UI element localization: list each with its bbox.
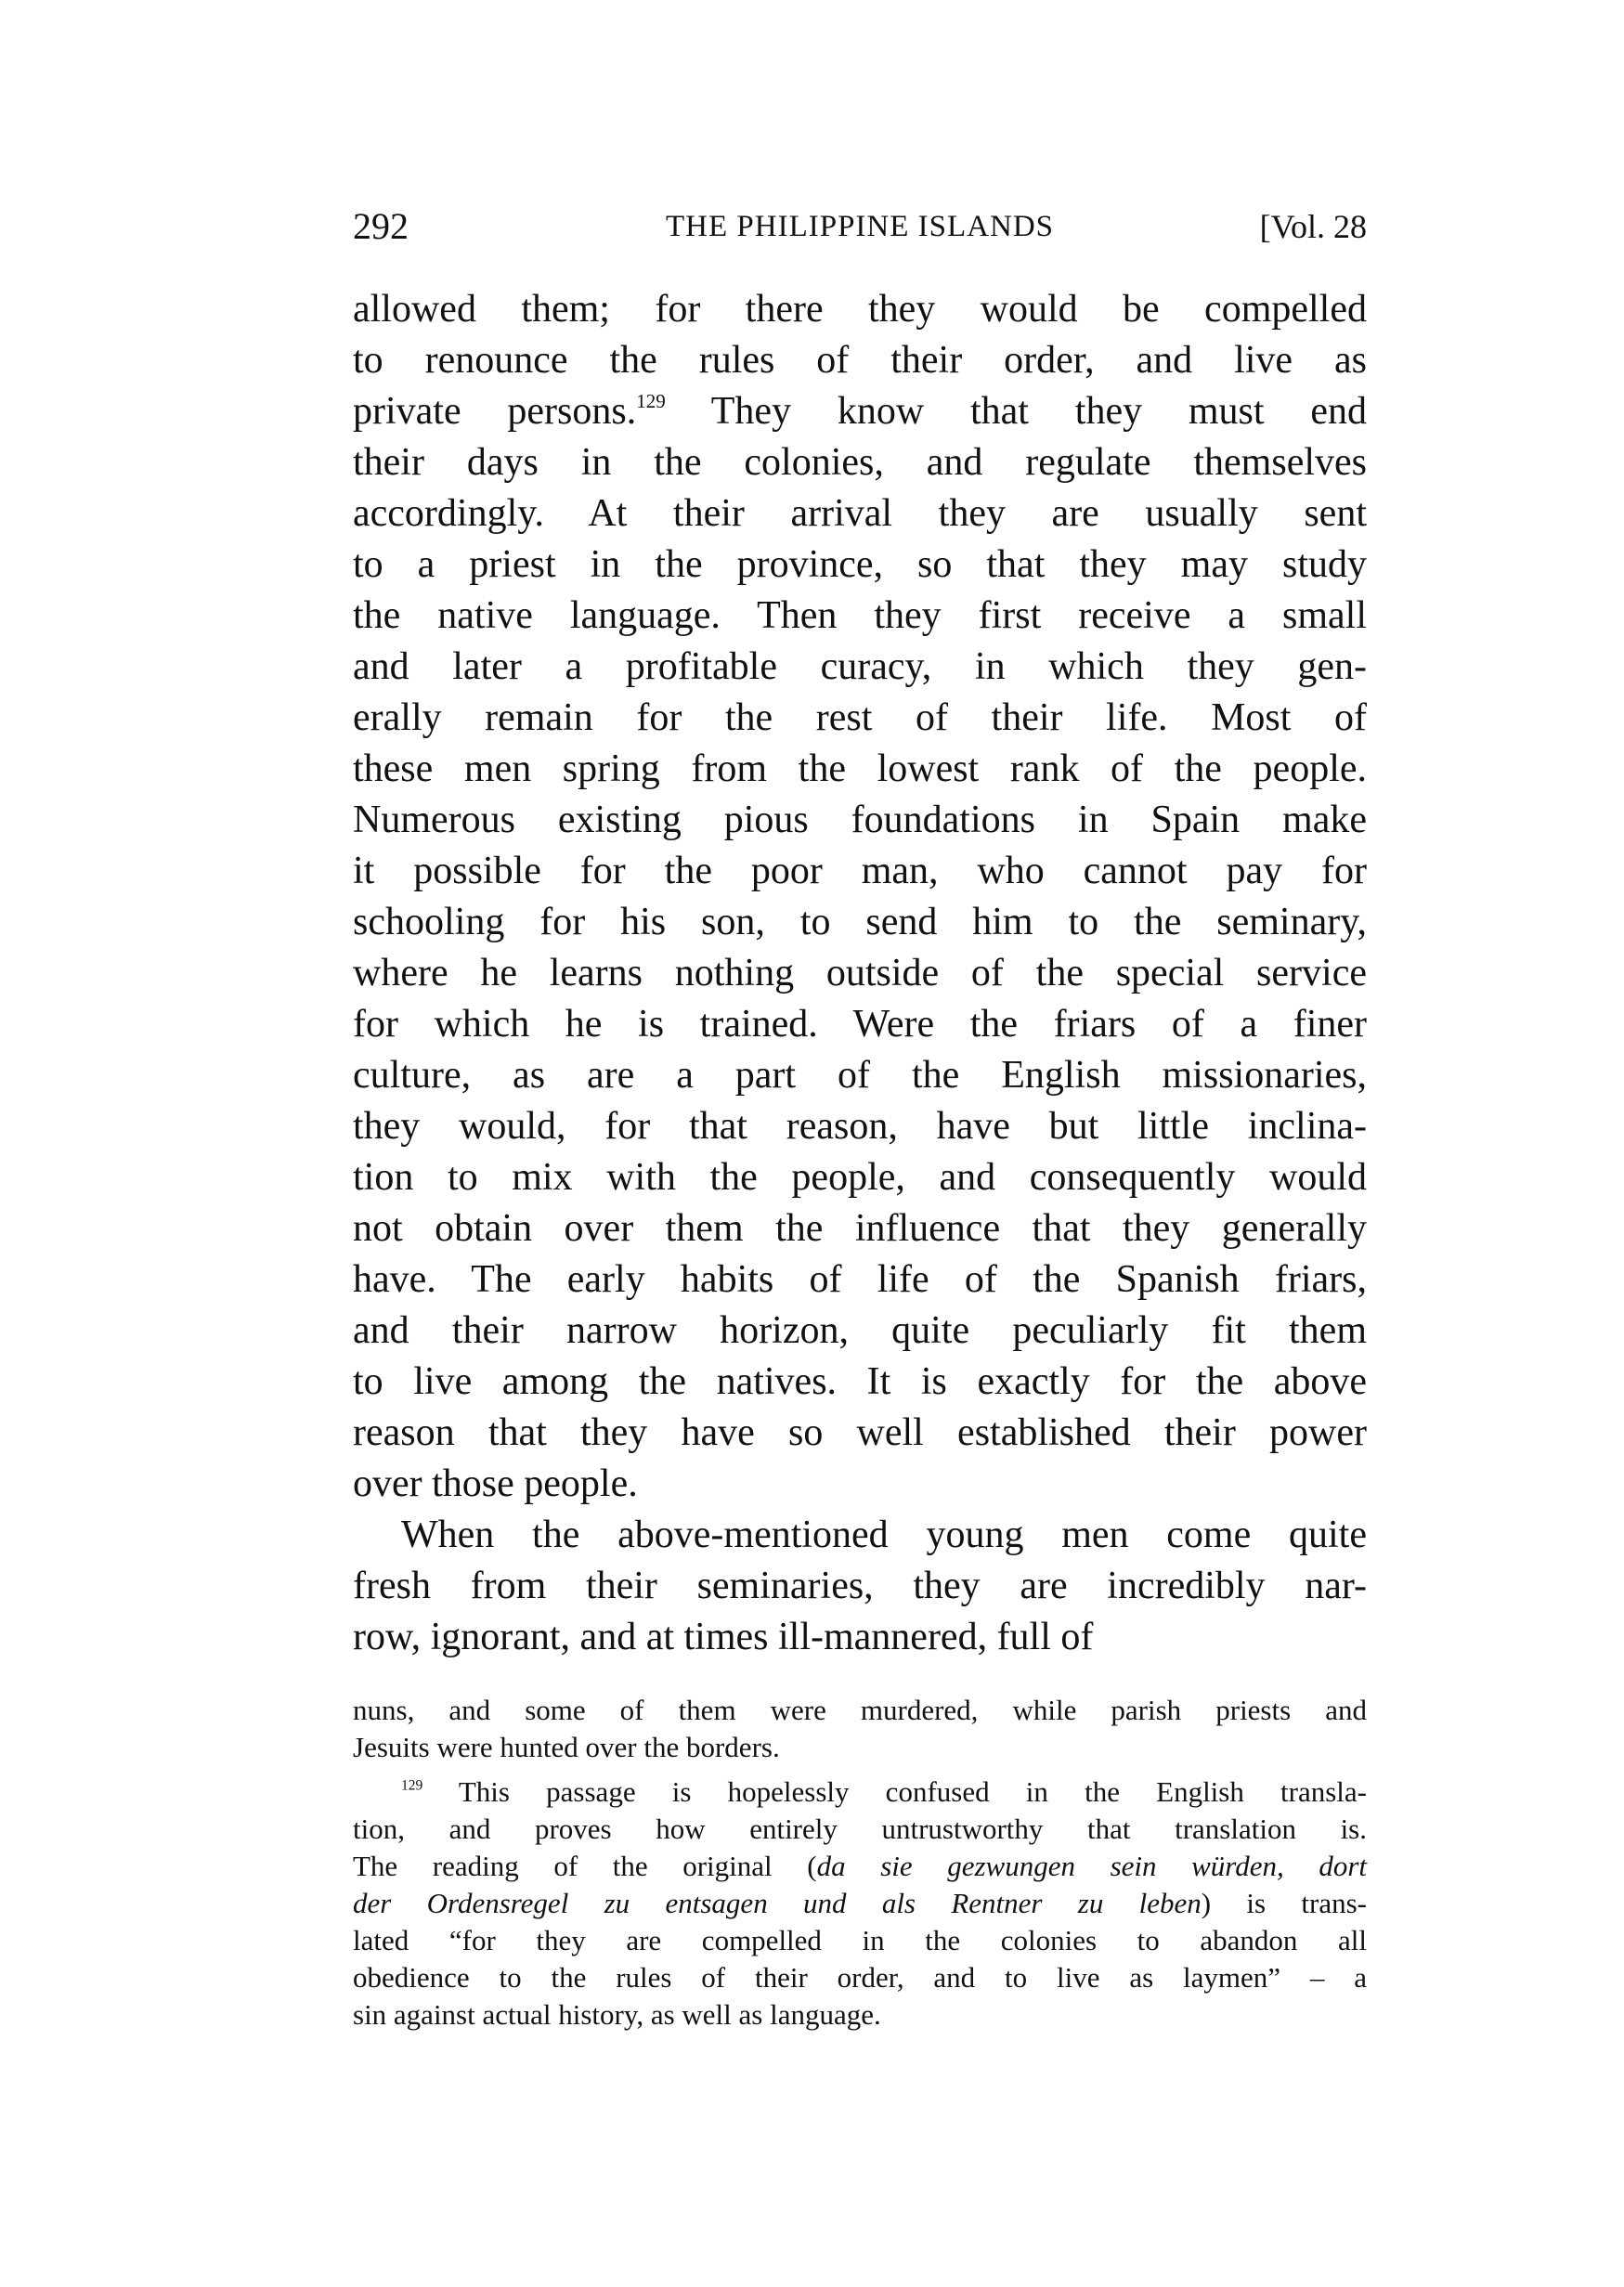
italic-text: der Ordensregel zu entsagen und als Rentner zu leben bbox=[353, 1887, 1202, 1919]
footnotes-line: obedience to the rules of their order, and to live as laymen” – a bbox=[353, 1961, 1367, 1994]
body-line: Numerous existing pious foundations in Spain make bbox=[353, 799, 1367, 841]
footnotes-line: nuns, and some of them were murdered, while parish priests and bbox=[353, 1694, 1367, 1726]
footnotes bbox=[353, 1692, 1367, 2034]
body-line: When the above-mentioned young men come quite bbox=[401, 1514, 1367, 1556]
text-segment: private persons. bbox=[353, 390, 637, 433]
body-line: and later a profitable curacy, in which they gen- bbox=[353, 645, 1367, 688]
text-segment: They know that they must end bbox=[665, 390, 1367, 433]
footnotes-line: Jesuits were hunted over the borders. bbox=[353, 1731, 780, 1763]
footnote-reference: 129 bbox=[401, 1777, 423, 1794]
body-line: row, ignorant, and at times ill-mannered, full of bbox=[353, 1616, 1094, 1658]
body-line: erally remain for the rest of their life. Most of bbox=[353, 696, 1367, 739]
body-line: over those people. bbox=[353, 1462, 638, 1505]
running-header bbox=[353, 204, 1367, 249]
body-line: to live among the natives. It is exactly for the above bbox=[353, 1360, 1367, 1403]
body-line bbox=[353, 386, 1367, 437]
footnotes-paragraph bbox=[353, 1692, 1367, 1766]
footnotes-line bbox=[353, 1885, 1367, 1922]
body-line: for which he is trained. Were the friars of a finer bbox=[353, 1003, 1367, 1046]
text-segment: ) is trans- bbox=[1201, 1887, 1367, 1919]
body-line: fresh from their seminaries, they are incredibly nar- bbox=[353, 1565, 1367, 1607]
footnotes-line: sin against actual history, as well as language. bbox=[353, 1998, 881, 2031]
footnote-reference: 129 bbox=[636, 390, 666, 413]
body-line: allowed them; for there they would be compelled bbox=[353, 288, 1367, 331]
body-line: and their narrow horizon, quite peculiarly fit them bbox=[353, 1309, 1367, 1352]
body-paragraph bbox=[353, 1510, 1367, 1663]
body-line: where he learns nothing outside of the special service bbox=[353, 952, 1367, 994]
footnotes-line bbox=[353, 1848, 1367, 1885]
page-number: 292 bbox=[353, 205, 409, 247]
body-line: the native language. Then they first receive a small bbox=[353, 594, 1367, 637]
italic-text: da sie gezwungen sein würden, dort bbox=[816, 1850, 1367, 1882]
body-paragraph bbox=[353, 284, 1367, 1510]
body-line: tion to mix with the people, and consequently would bbox=[353, 1156, 1367, 1199]
footnotes-line bbox=[353, 1774, 1367, 1811]
body-line: culture, as are a part of the English missionaries, bbox=[353, 1054, 1367, 1097]
footnotes-paragraph bbox=[353, 1774, 1367, 2034]
body-line: accordingly. At their arrival they are usually sent bbox=[353, 492, 1367, 535]
body-text bbox=[353, 284, 1367, 1663]
text-segment: The reading of the original ( bbox=[353, 1850, 817, 1882]
body-line: these men spring from the lowest rank of the people. bbox=[353, 747, 1367, 790]
running-title: THE PHILIPPINE ISLANDS bbox=[666, 210, 1054, 243]
body-line: it possible for the poor man, who cannot pay for bbox=[353, 850, 1367, 892]
body-line: schooling for his son, to send him to the seminary, bbox=[353, 901, 1367, 943]
body-line: their days in the colonies, and regulate themselves bbox=[353, 441, 1367, 484]
footnotes-line: tion, and proves how entirely untrustworthy that translation is. bbox=[353, 1813, 1367, 1845]
body-line: have. The early habits of life of the Spanish friars, bbox=[353, 1258, 1367, 1301]
volume-label: [Vol. 28 bbox=[1259, 208, 1367, 245]
body-line: they would, for that reason, have but little inclina- bbox=[353, 1105, 1367, 1148]
body-line: not obtain over them the influence that they generally bbox=[353, 1207, 1367, 1250]
body-line: to renounce the rules of their order, and live as bbox=[353, 339, 1367, 382]
body-line: to a priest in the province, so that they may study bbox=[353, 543, 1367, 586]
text-segment: This passage is hopelessly confused in the English transla- bbox=[422, 1775, 1367, 1808]
body-line: reason that they have so well established their power bbox=[353, 1411, 1367, 1454]
footnotes-line: lated “for they are compelled in the colonies to abandon all bbox=[353, 1924, 1367, 1956]
